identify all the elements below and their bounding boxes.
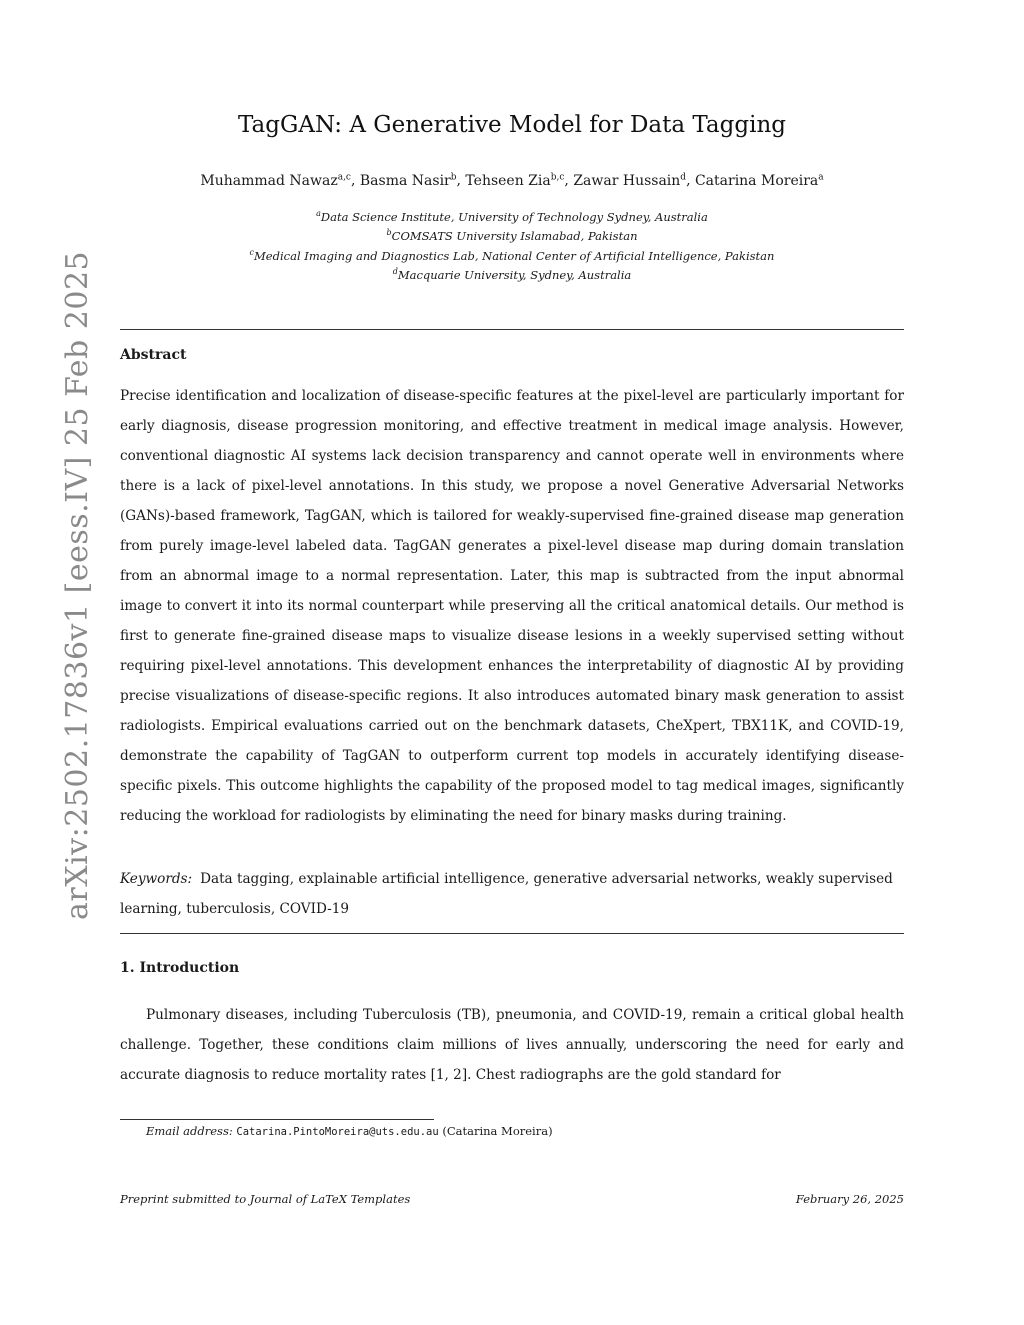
keywords-label: Keywords: — [120, 871, 193, 887]
arxiv-sidebar-id: arXiv:2502.17836v1 [eess.IV] 25 Feb 2025 — [60, 250, 95, 920]
footnote-suffix: (Catarina Moreira) — [442, 1124, 553, 1138]
affiliation: $^b$COMSATS University Islamabad, Pakistan — [386, 228, 638, 244]
footer-date: February 26, 2025 — [795, 1192, 904, 1206]
affiliation: $^d$Macquarie University, Sydney, Australia — [392, 266, 632, 282]
author: Zawar Hussain$^d$ — [573, 172, 687, 189]
affiliations — [120, 206, 904, 283]
paper-title: TagGAN: A Generative Model for Data Tagging — [238, 112, 786, 138]
abstract-bottom-rule — [120, 933, 904, 934]
keywords — [120, 864, 904, 924]
author-list: Muhammad Nawaz$^{a,c}$, Basma Nasir$^b$, Tehseen Zia$^{b,c}$, Zawar Hussain$^d$, Catarina Moreira$^a$ — [200, 172, 824, 189]
abstract-top-rule — [120, 329, 904, 330]
author: Basma Nasir$^b$ — [359, 172, 457, 189]
author: Muhammad Nawaz$^{a,c}$ — [200, 172, 351, 189]
footnote-rule — [120, 1119, 434, 1120]
section-heading-introduction: 1. Introduction — [120, 960, 240, 976]
email-link[interactable]: Catarina.PintoMoreira@uts.edu.au — [236, 1126, 439, 1138]
author: Tehseen Zia$^{b,c}$ — [465, 172, 565, 189]
affiliation: $^c$Medical Imaging and Diagnostics Lab, National Center of Artificial Intelligence, Pakistan — [249, 247, 775, 263]
footnote-label: Email address: — [146, 1124, 233, 1138]
preprint-note: Preprint submitted to Journal of LaTeX Templates — [120, 1192, 411, 1206]
keywords-text: Data tagging, explainable artificial intelligence, generative adversarial networks, weakly supervised learning, tuberculosis, COVID-19 — [120, 871, 893, 917]
affiliation: $^a$Data Science Institute, University of Technology Sydney, Australia — [316, 209, 708, 224]
author: Catarina Moreira$^a$ — [694, 172, 824, 189]
abstract-text: Precise identification and localization of disease-specific features at the pixel-level are particularly important for early diagnosis, disease progression monitoring, and effective treatment in medical image analysis. However, conventional diagnostic AI systems lack decision transparency and cannot operate well in environments where there is a lack of pixel-level annotations. In this study, we propose a novel Generative Adversarial Networks (GANs)-based framework, TagGAN, which is tailored for weakly-supervised fine-grained disease map generation from purely image-level labeled data. TagGAN generates a pixel-level disease map during domain translation from an abnormal image to a normal representation. Later, this map is subtracted from the input abnormal image to convert it into its normal counterpart while preserving all the critical anatomical details. Our method is first to generate fine-grained disease maps to visualize disease lesions in a weekly supervised setting without requiring pixel-level annotations. This development enhances the interpretability of diagnostic AI by providing precise visualizations of disease-specific regions. It also introduces automated binary mask generation to assist radiologists. Empirical evaluations carried out on the benchmark datasets, CheXpert, TBX11K, and COVID-19, demonstrate the capability of TagGAN to outperform current top models in accurately identifying disease-specific pixels. This outcome highlights the capability of the proposed model to tag medical images, significantly reducing the workload for radiologists by eliminating the need for binary masks during training. — [120, 388, 904, 824]
footnote — [146, 1124, 553, 1138]
abstract-heading: Abstract — [120, 347, 187, 363]
introduction-paragraph: Pulmonary diseases, including Tuberculosis (TB), pneumonia, and COVID-19, remain a critical global health challenge. Together, these conditions claim millions of lives annually, underscoring the need for early and accurate diagnosis to reduce mortality rates [1, 2]. Chest radiographs are the gold standard for — [120, 1007, 904, 1083]
